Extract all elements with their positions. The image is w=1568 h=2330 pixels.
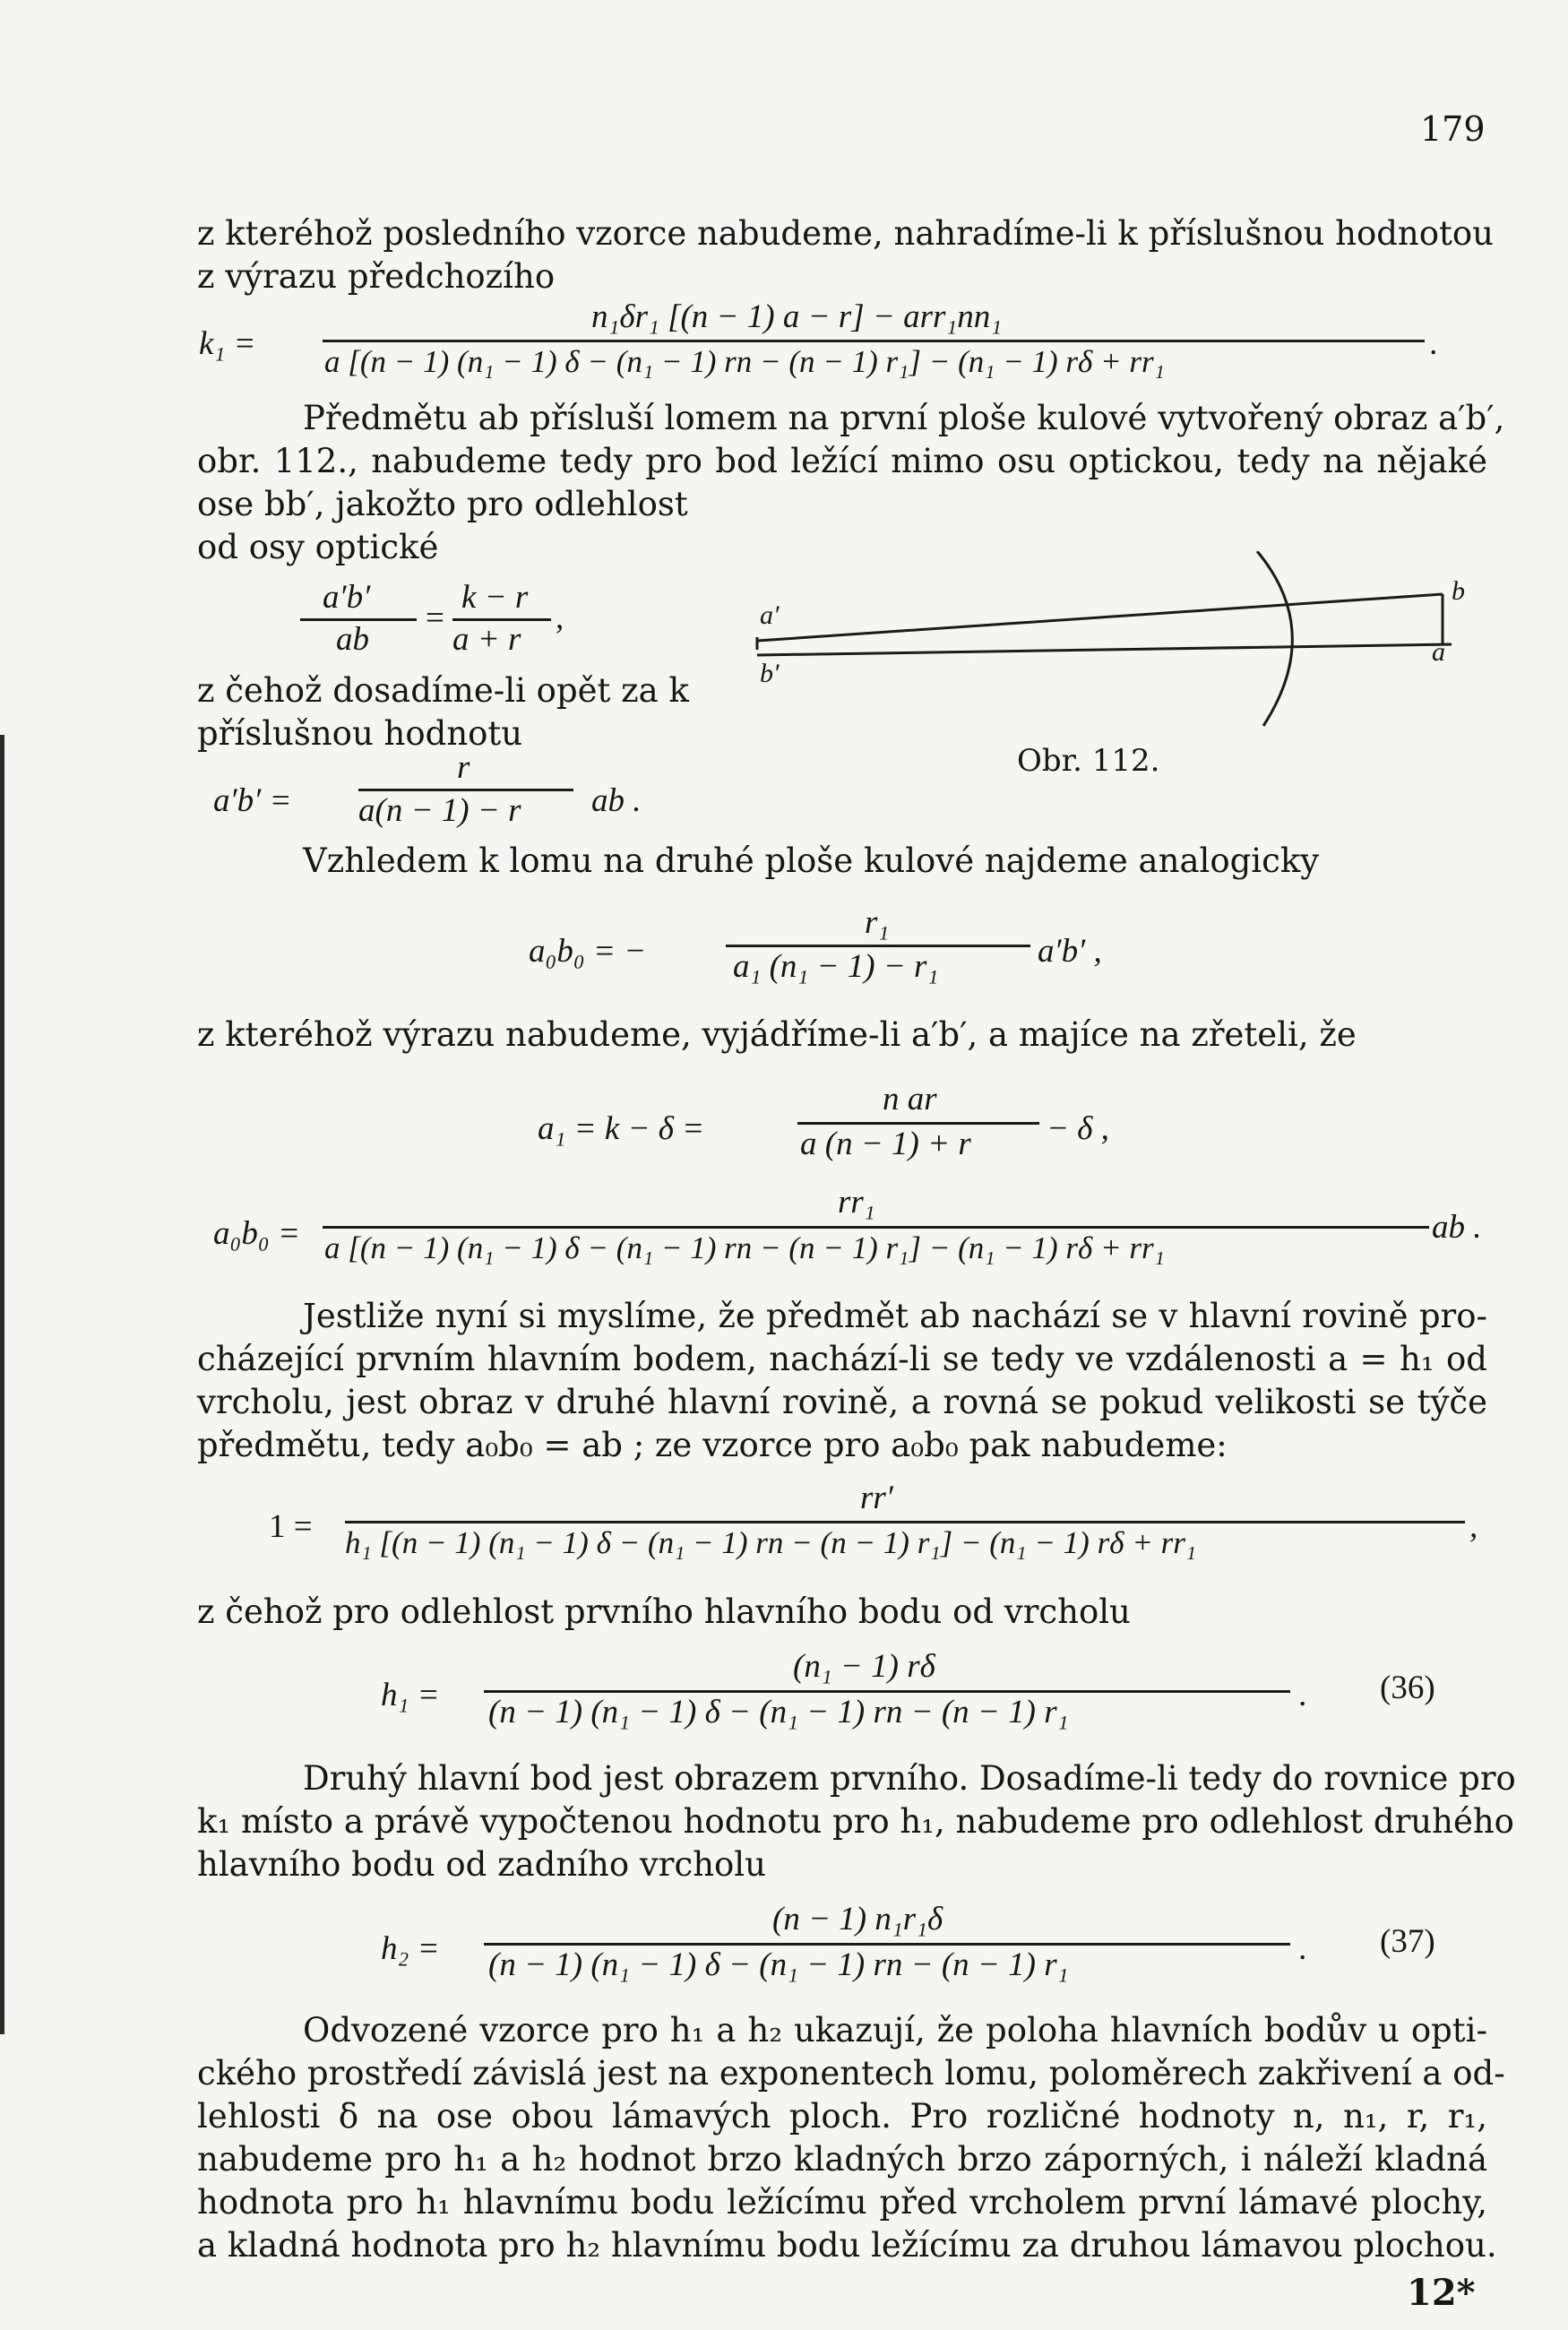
text-line: příslušnou hodnotu [197,714,523,753]
text-line: Jestliže nyní si myslíme, že předmět ab nachází se v hlavní rovině pro- [303,1297,1487,1335]
optical-axis-line [757,644,1452,655]
formula-ratio-rhs-num: k − r [461,579,529,616]
text-line: ckého prostředí závislá jest na exponentech lomu, poloměrech zakřivení a od- [197,2054,1505,2093]
text-line: cházející prvním hlavním bodem, nachází-li se tedy ve vzdálenosti a = h₁ od [197,1340,1487,1378]
text-line: Vzhledem k lomu na druhé ploše kulové najdeme analogicky [303,841,1320,880]
formula-k1-end: . [1430,325,1439,362]
ray-line [757,594,1443,641]
formula-a0b0b-denominator: a [(n − 1) (n₁ − 1) δ − (n₁ − 1) rn − (n − 1) r₁] − (n₁ − 1) rδ + rr₁ [324,1230,1165,1265]
formula-h2-denominator: (n − 1) (n₁ − 1) δ − (n₁ − 1) rn − (n − 1) r₁ [488,1946,1069,1983]
formula-a0b0-end: a′b′ , [1038,933,1102,970]
formula-k1-denominator: a [(n − 1) (n₁ − 1) δ − (n₁ − 1) rn − (n − 1) r₁] − (n₁ − 1) rδ + rr₁ [324,344,1165,379]
formula-a1-denominator: a (n − 1) + r [800,1126,971,1162]
formula-ratio-rhs-den: a + r [452,621,521,658]
text-line: lehlosti δ na ose obou lámavých ploch. Pro rozličné hodnoty n, n₁, r, r₁, [197,2097,1487,2136]
formula-a1-lhs: a₁ = k − δ = [538,1110,705,1147]
equation-number-36: (36) [1380,1670,1435,1706]
signature-mark: 12* [1407,2272,1476,2314]
formula-apbp-lhs: a′b′ = [213,782,292,819]
text-line: obr. 112., nabudeme tedy pro bod ležící mimo osu optickou, tedy na nějaké [197,442,1487,480]
text-line: Druhý hlavní bod jest obrazem prvního. Dosadíme-li tedy do rovnice pro [303,1759,1516,1798]
text-line: z čehož pro odlehlost prvního hlavního bodu od vrcholu [197,1592,1131,1631]
figure-label-a: a [1432,637,1445,667]
formula-a0b0-lhs: a₀b₀ = − [529,933,647,970]
figure-label-b: b [1452,576,1465,606]
formula-ratio-eq: = [426,600,444,636]
formula-h1-denominator: (n − 1) (n₁ − 1) δ − (n₁ − 1) rn − (n − 1) r₁ [488,1694,1069,1730]
text-line: od osy optické [197,528,439,566]
formula-a0b0b-end: ab . [1432,1209,1482,1246]
figure-label-b-prime: b′ [760,659,780,688]
text-line: Odvozené vzorce pro h₁ a h₂ ukazují, že poloha hlavních bodův u opti- [303,2011,1487,2050]
formula-k1-lhs: k₁ = [199,325,256,362]
text-line: z kteréhož výrazu nabudeme, vyjádříme-li a′b′, a majíce na zřeteli, že [197,1015,1357,1054]
text-line: vrcholu, jest obraz v druhé hlavní rovině, a rovná se pokud velikosti se týče [197,1383,1487,1421]
text-line: předmětu, tedy a₀b₀ = ab ; ze vzorce pro a₀b₀ pak nabudeme: [197,1426,1228,1464]
formula-h1-numerator: (n₁ − 1) rδ [793,1648,935,1685]
equation-number-37: (37) [1380,1923,1435,1960]
text-line: z čehož dosadíme-li opět za k [197,671,689,710]
figure-caption: Obr. 112. [1017,743,1160,779]
formula-k1-numerator: n₁δr₁ [(n − 1) a − r] − arr₁nn₁ [591,298,1003,335]
formula-ratio-lhs-den: ab [336,621,369,658]
formula-ratio-end: , [556,600,564,636]
formula-apbp-denominator: a(n − 1) − r [358,792,521,829]
formula-a0b0b-numerator: rr₁ [838,1184,875,1221]
formula-h1-lhs: h₁ = [381,1677,440,1713]
formula-h1-end: . [1299,1677,1308,1713]
text-line: Předmětu ab přísluší lomem na první ploše kulové vytvořený obraz a′b′, [303,399,1505,437]
figure-112-diagram [735,551,1469,757]
formula-a0b0-denominator: a₁ (n₁ − 1) − r₁ [733,948,939,985]
formula-apbp-numerator: r [457,749,470,786]
formula-one-end: , [1469,1508,1478,1545]
text-line: z výrazu předchozího [197,257,556,296]
formula-apbp-end: ab . [591,782,642,819]
text-line: hodnota pro h₁ hlavnímu bodu ležícímu před vrcholem první lámavé plochy, [197,2183,1487,2222]
formula-a0b0-numerator: r₁ [865,904,890,941]
formula-h2-end: . [1299,1930,1308,1967]
text-line: hlavního bodu od zadního vrcholu [197,1845,766,1884]
text-line: k₁ místo a právě vypočtenou hodnotu pro h₁, nabudeme pro odlehlost druhého [197,1802,1514,1841]
formula-one-numerator: rr′ [860,1480,893,1516]
formula-ratio-lhs-num: a′b′ [323,579,371,616]
text-line: a kladná hodnota pro h₂ hlavnímu bodu ležícímu za druhou lámavou plochou. [197,2226,1497,2265]
formula-h2-numerator: (n − 1) n₁r₁δ [772,1901,943,1937]
formula-a1-numerator: n ar [883,1081,937,1118]
figure-label-a-prime: a′ [760,600,780,630]
formula-a0b0b-lhs: a₀b₀ = [213,1215,300,1252]
page-number: 179 [1420,109,1486,149]
page-binding-edge [0,735,4,2034]
text-line: ose bb′, jakožto pro odlehlost [197,485,688,523]
formula-a1-end: − δ , [1047,1110,1109,1147]
formula-h2-lhs: h₂ = [381,1930,440,1967]
text-line: z kteréhož posledního vzorce nabudeme, nahradíme-li k příslušnou hodnotou [197,214,1494,253]
text-line: nabudeme pro h₁ a h₂ hodnot brzo kladných brzo záporných, i náleží kladná [197,2140,1487,2179]
formula-one-denominator: h₁ [(n − 1) (n₁ − 1) δ − (n₁ − 1) rn − (n − 1) r₁] − (n₁ − 1) rδ + rr₁ [345,1525,1197,1560]
formula-one-lhs: 1 = [269,1508,313,1545]
lens-arc [1257,551,1292,726]
